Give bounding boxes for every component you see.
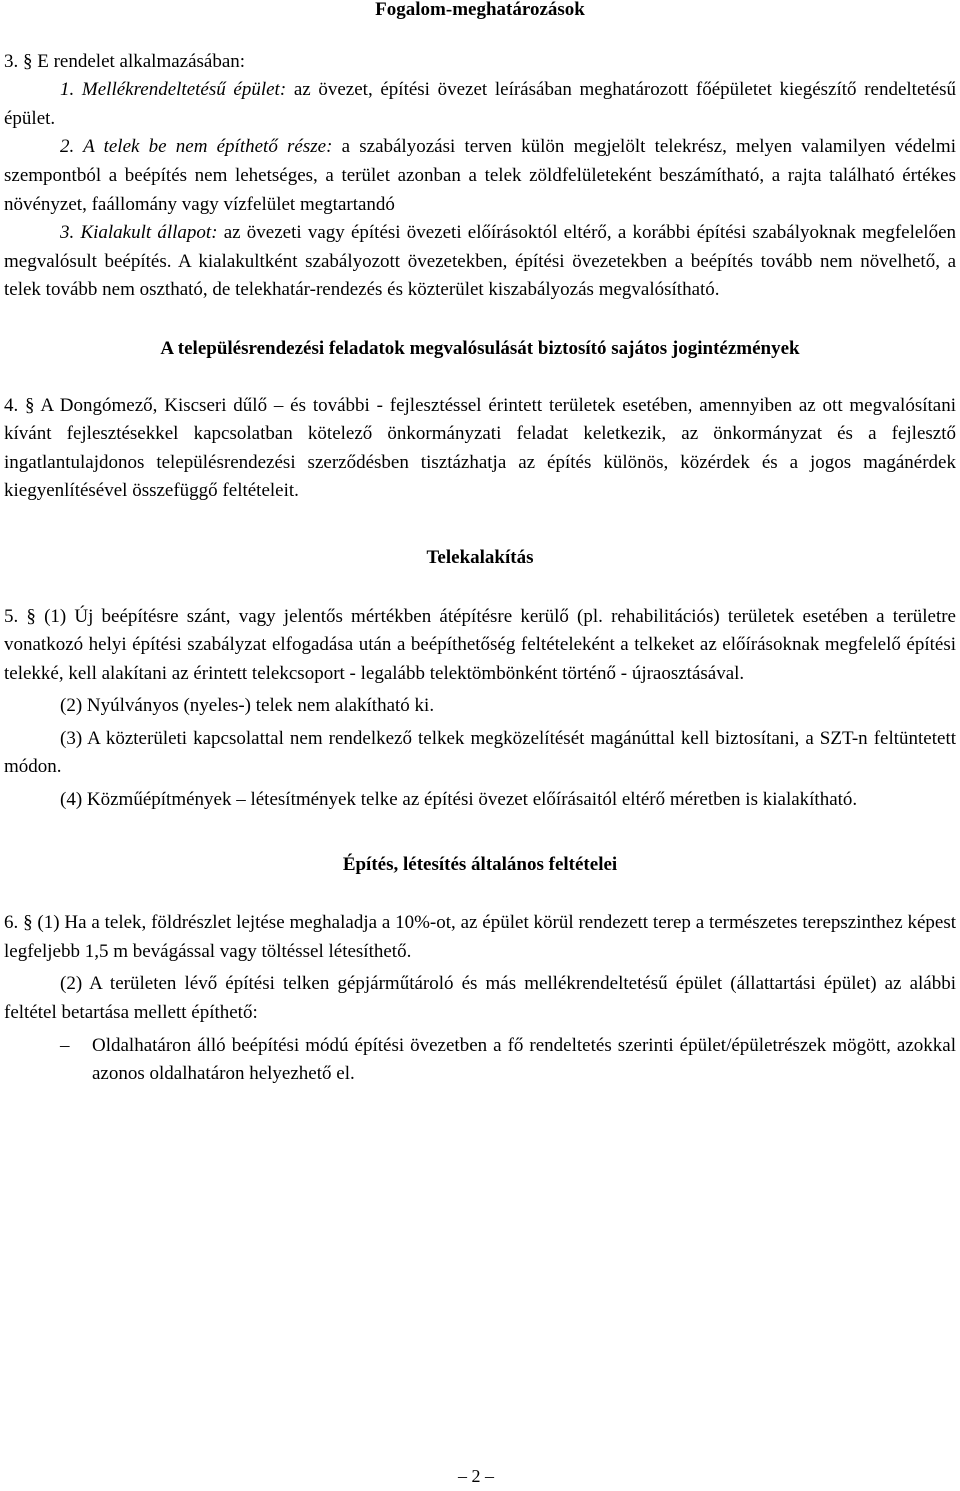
definition-1-text: az övezet, építési övezet leírásában meghatározott főépületet kiegészítő rendeltetésű épület. xyxy=(4,79,956,129)
definition-1-term: 1. Mellékrendeltetésű épület: xyxy=(60,79,287,101)
section-6-list-text: Oldalhatáron álló beépítési módú építési övezetben a fő rendeltetés szerinti épület/épületrészek mögött, azokkal azonos oldalhatáron helyezhető el. xyxy=(92,1034,956,1085)
definition-3 xyxy=(4,219,956,305)
document-page xyxy=(4,0,956,1089)
heading-construction-conditions: Építés, létesítés általános feltételei xyxy=(342,853,618,875)
section-5-para-4: (4) Közműépítmények – létesítmények telke az építési övezet előírásaitól eltérő méretben is kialakítható. xyxy=(60,789,858,811)
section-5-para-1: 5. § (1) Új beépítésre szánt, vagy jelentős mértékben átépítésre kerülő (pl. rehabilitációs) területek esetében a területre vonatkozó helyi építési szabályzat elfogadása után a beépíthetőség feltételeként a telkeket az előírásoknak megfelelő építési telekké, kell alakítani az érintett telekcsoport - legalább telektömbönként történő - újraosztásával. xyxy=(4,605,956,684)
section-4: 4. § A Dongómező, Kiscseri dűlő – és további - fejlesztéssel érintett területek esetében, amennyiben az ott megvalósítani kívánt fejlesztésekkel kapcsolatban kötelező önkormányzati feladat keletkezik, az önkormányzat és a fejlesztő ingatlantulajdonos településrendezési szerződésben tisztázhatja az építés különös, közérdek és a jogos magánérdek kiegyenlítésével összefüggő feltételeit. xyxy=(4,394,956,502)
dash-bullet: – xyxy=(60,1034,70,1056)
section-3-intro: 3. § E rendelet alkalmazásában: xyxy=(4,50,246,72)
heading-legal-instruments: A településrendezési feladatok megvalósulását biztosító sajátos jogintézmények xyxy=(160,337,800,359)
heading-definitions: Fogalom-meghatározások xyxy=(375,0,585,20)
section-6-list-item xyxy=(4,1032,956,1089)
definition-3-text: az övezeti vagy építési övezeti előírásoktól eltérő, a korábbi építési szabályoknak megfelelően megvalósult beépítés. A kialakultként szabályozott övezetekben, építési övezetekben a beépítés tovább nem növelhető, a telek tovább nem osztható, de telekhatár-rendezés és közterület kiszabályozás megvalósítható. xyxy=(4,222,957,301)
section-6-para-2: (2) A területen lévő építési telken gépjárműtároló és más mellékrendeltetésű épület (állattartási épület) az alábbi feltétel betartása mellett építhető: xyxy=(4,973,956,1024)
definition-2-text: a szabályozási terven külön megjelölt telekrész, melyen valamilyen védelmi szempontból a beépítés nem lehetséges, a terület azonban a telek zöldfelületeként beszámítható, a rajta található értékes növényzet, faállomány vagy vízfelület megtartandó xyxy=(4,136,956,215)
page-number: – 2 – xyxy=(458,1466,494,1486)
heading-parcel-formation: Telekalakítás xyxy=(426,546,534,568)
section-6-para-1: 6. § (1) Ha a telek, földrészlet lejtése meghaladja a 10%-ot, az épület körül rendezett terep a természetes terepszinthez képest legfeljebb 1,5 m bevágással vagy töltéssel létesíthető. xyxy=(4,912,956,962)
definition-1 xyxy=(4,76,956,133)
definition-3-term: 3. Kialakult állapot: xyxy=(60,222,218,244)
definition-2-term: 2. A telek be nem építhető része: xyxy=(60,136,333,158)
section-5-para-3: (3) A közterületi kapcsolattal nem rendelkező telkek megközelítését magánúttal kell biztosítani, a SZT-n feltüntetett módon. xyxy=(4,727,956,778)
section-5-para-2: (2) Nyúlványos (nyeles-) telek nem alakítható ki. xyxy=(60,695,435,717)
definition-2 xyxy=(4,133,956,219)
